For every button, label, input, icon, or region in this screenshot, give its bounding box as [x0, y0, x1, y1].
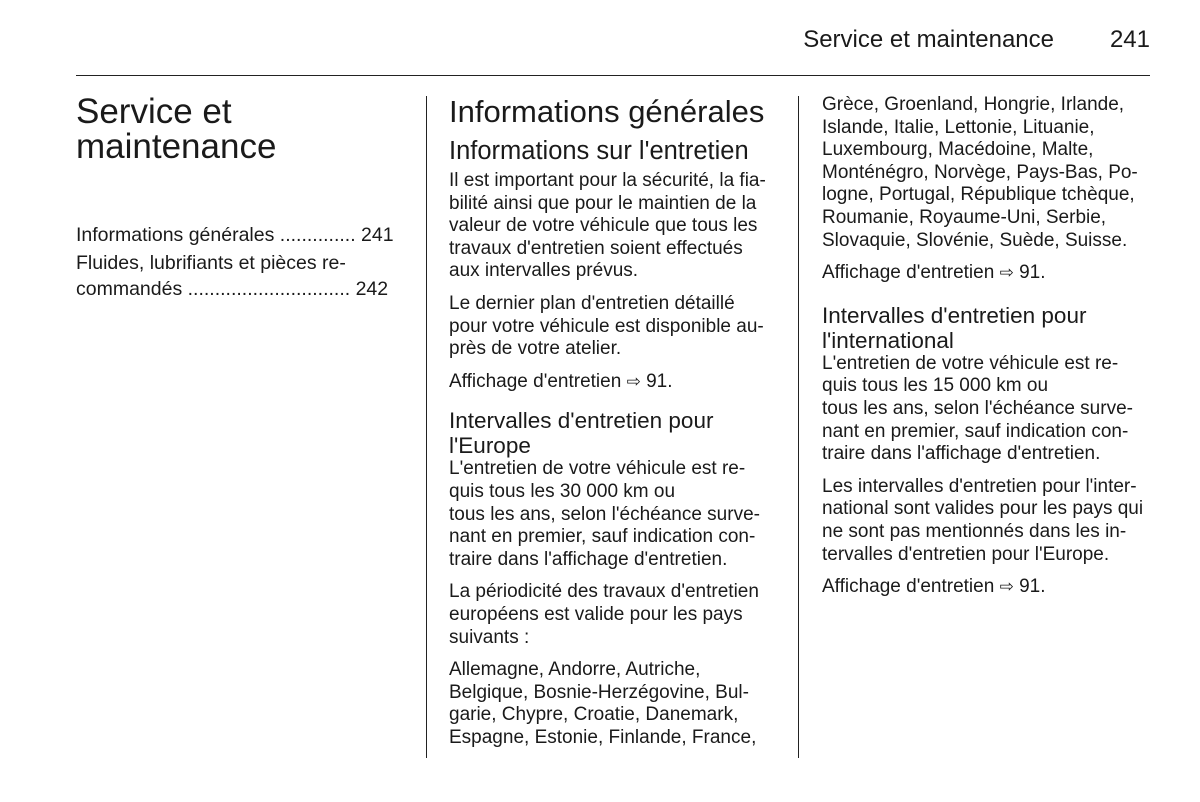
heading-line: l'Europe: [449, 433, 531, 459]
subsection-heading-international: [822, 303, 1152, 353]
text-line: Allemagne, Andorre, Autriche,: [449, 659, 701, 681]
reference-label: Affichage d'entretien: [449, 370, 622, 392]
text-line: L'entretien de votre véhicule est re-: [449, 458, 746, 480]
section-heading: Informations générales: [449, 94, 765, 129]
toc-line: Fluides, lubrifiants et pièces re-: [76, 252, 346, 274]
text-line: L'entretien de votre véhicule est re-: [822, 352, 1119, 374]
toc-entry-informations-generales[interactable]: [76, 222, 404, 248]
text-line: ne sont pas mentionnés dans les in-: [822, 520, 1127, 542]
text-line: nant en premier, sauf indication con-: [449, 526, 756, 548]
reference-label: Affichage d'entretien: [822, 576, 995, 598]
text-line: Grèce, Groenland, Hongrie, Irlande,: [822, 94, 1125, 115]
reference-page: 91.: [646, 370, 673, 392]
text-line: Monténégro, Norvège, Pays-Bas, Po-: [822, 161, 1138, 183]
text-line: suivants :: [449, 626, 530, 648]
header-rule: [76, 75, 1150, 76]
cross-reference[interactable]: [822, 576, 1152, 599]
text-line: pour votre véhicule est disponible au-: [449, 315, 764, 337]
text-line: logne, Portugal, République tchèque,: [822, 184, 1135, 206]
arrow-right-icon: ⇨: [999, 263, 1014, 283]
paragraph: [822, 476, 1152, 566]
reference-page: 91.: [1019, 262, 1046, 284]
paragraph: [449, 458, 779, 571]
text-line: quis tous les 15 000 km ou: [822, 375, 1049, 397]
column-divider-1: [426, 96, 427, 758]
text-line: tous les ans, selon l'échéance surve-: [822, 397, 1133, 419]
text-line: tervalles d'entretien pour l'Europe.: [822, 543, 1110, 565]
toc-entry-fluides-lubrifiants[interactable]: [76, 250, 404, 302]
table-of-contents: [76, 222, 404, 302]
text-line: traire dans l'affichage d'entretien.: [449, 548, 728, 570]
text-line: bilité ainsi que pour le maintien de la: [449, 192, 757, 214]
subsection-heading: Informations sur l'entretien: [449, 137, 749, 165]
subsection-heading-europe: [449, 408, 779, 458]
text-line: Les intervalles d'entretien pour l'inter-: [822, 475, 1137, 497]
arrow-right-icon: ⇨: [626, 371, 641, 391]
reference-page: 91.: [1019, 576, 1046, 598]
arrow-right-icon: ⇨: [999, 577, 1014, 597]
reference-label: Affichage d'entretien: [822, 262, 995, 284]
header-title: Service et maintenance: [803, 26, 1054, 53]
chapter-title-line: Service et: [76, 92, 232, 131]
text-line: traire dans l'affichage d'entretien.: [822, 443, 1101, 465]
text-line: Slovaquie, Slovénie, Suède, Suisse.: [822, 229, 1128, 251]
text-line: aux intervalles prévus.: [449, 260, 639, 282]
column-3: [822, 94, 1152, 609]
text-line: Roumanie, Royaume-Uni, Serbie,: [822, 206, 1107, 228]
page-number: 241: [1109, 26, 1150, 53]
paragraph: [822, 353, 1152, 466]
text-line: européens est valide pour les pays: [449, 603, 743, 625]
paragraph: [449, 581, 779, 649]
chapter-title: [76, 94, 404, 164]
column-1: [76, 94, 404, 304]
cross-reference[interactable]: [822, 262, 1152, 285]
heading-line: Intervalles d'entretien pour: [449, 408, 714, 434]
paragraph: [449, 170, 779, 283]
chapter-title-line: maintenance: [76, 127, 277, 166]
text-line: Le dernier plan d'entretien détaillé: [449, 292, 735, 314]
cross-reference[interactable]: [449, 371, 779, 394]
toc-line: commandés .............................. 242: [76, 278, 389, 300]
paragraph-countries-continued: [822, 94, 1152, 252]
column-2: [449, 94, 779, 759]
text-line: Belgique, Bosnie-Herzégovine, Bul-: [449, 681, 749, 703]
text-line: travaux d'entretien soient effectués: [449, 237, 743, 259]
text-line: nant en premier, sauf indication con-: [822, 420, 1129, 442]
text-line: La périodicité des travaux d'entretien: [449, 581, 759, 603]
paragraph: [449, 293, 779, 361]
column-divider-2: [798, 96, 799, 758]
heading-line: Intervalles d'entretien pour: [822, 302, 1087, 328]
text-line: valeur de votre véhicule que tous les: [449, 215, 758, 237]
heading-line: l'international: [822, 327, 954, 353]
text-line: garie, Chypre, Croatie, Danemark,: [449, 704, 739, 726]
toc-line: Informations générales .............. 241: [76, 224, 394, 246]
text-line: national sont valides pour les pays qui: [822, 498, 1144, 520]
paragraph-countries: [449, 659, 779, 749]
text-line: tous les ans, selon l'échéance surve-: [449, 503, 760, 525]
text-line: Il est important pour la sécurité, la fia-: [449, 170, 766, 191]
text-line: Luxembourg, Macédoine, Malte,: [822, 139, 1094, 161]
text-line: Islande, Italie, Lettonie, Lituanie,: [822, 116, 1095, 138]
text-line: quis tous les 30 000 km ou: [449, 480, 676, 502]
text-line: près de votre atelier.: [449, 338, 622, 360]
text-line: Espagne, Estonie, Finlande, France,: [449, 726, 757, 748]
